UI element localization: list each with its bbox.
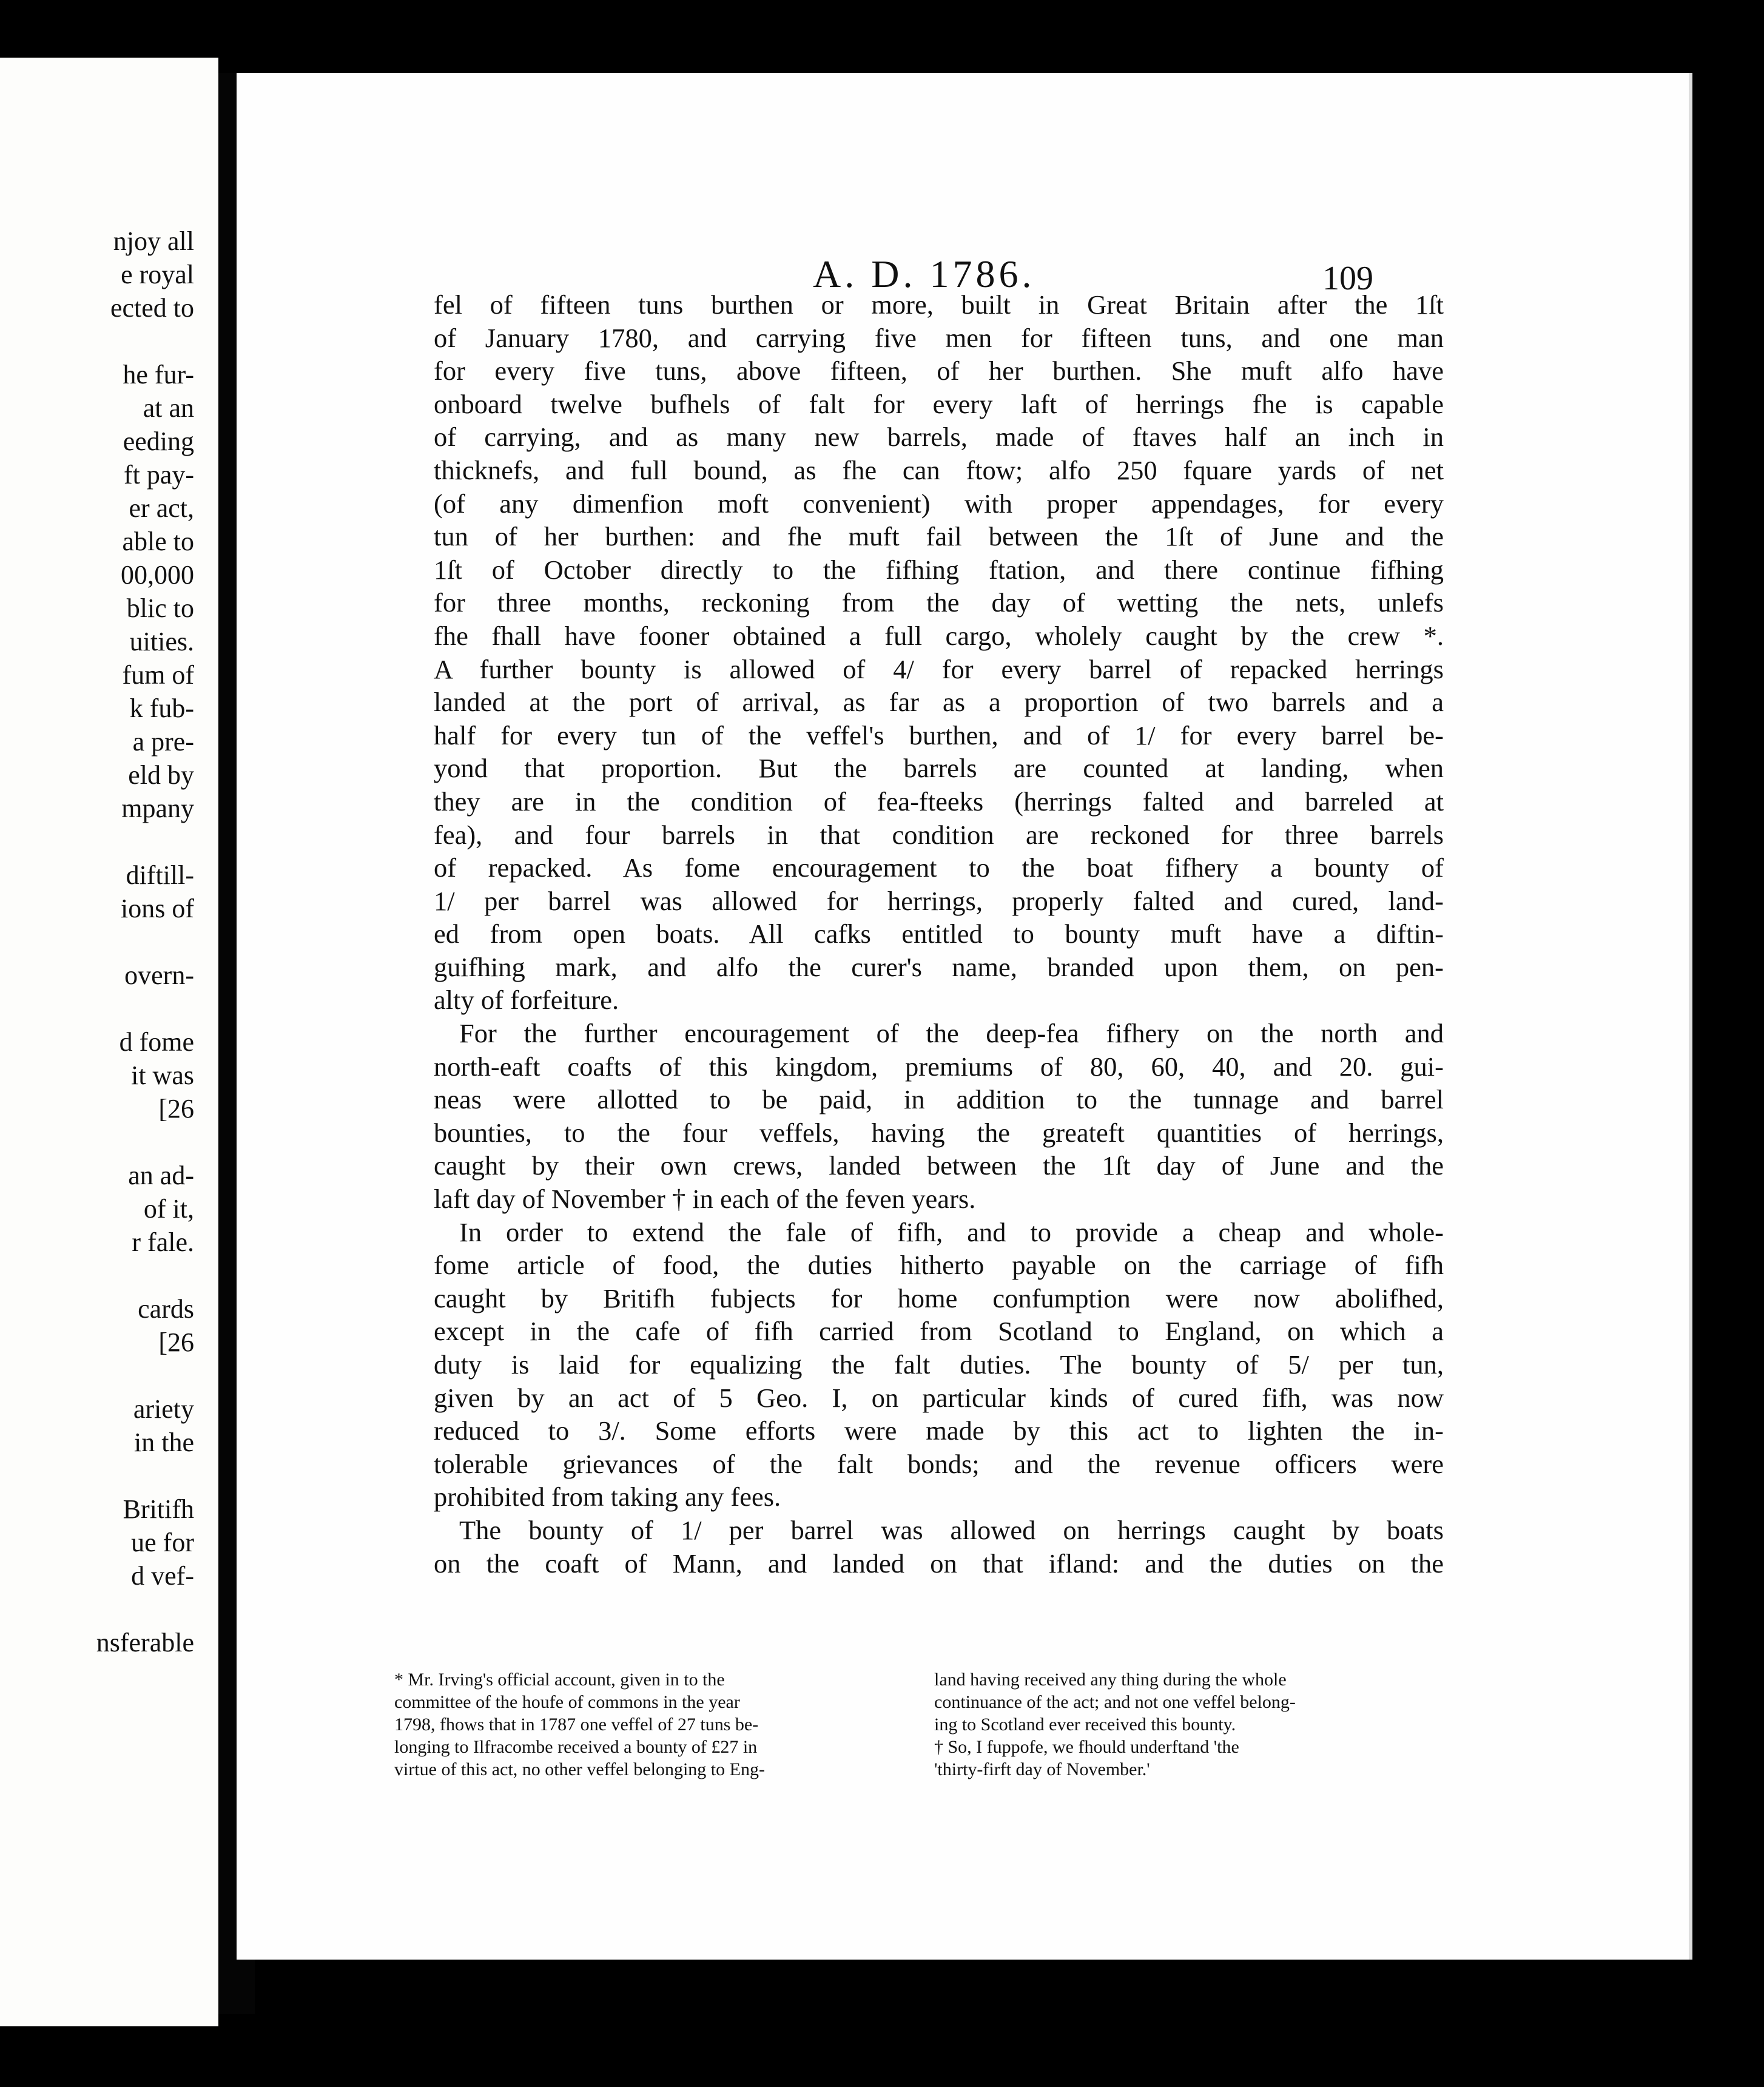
footnote-line: † So, I fuppofe, we fhould underftand 'the bbox=[934, 1737, 1239, 1757]
body-line: duty is laid for equalizing the falt duties. The bounty of 5/ per tun, bbox=[434, 1349, 1444, 1380]
left-page-line: njoy all bbox=[113, 226, 194, 256]
body-line: reduced to 3/. Some efforts were made by this act to lighten the in- bbox=[434, 1415, 1444, 1446]
body-line: laft day of November † in each of the feven years. bbox=[434, 1184, 976, 1215]
left-page-line: ected to bbox=[110, 293, 194, 323]
body-line: ed from open boats. All cafks entitled to bounty muft have a diftin- bbox=[434, 919, 1444, 949]
footnote-column-left bbox=[394, 1668, 880, 1781]
body-line: fel of fifteen tuns burthen or more, built in Great Britain after the 1ſt bbox=[434, 289, 1444, 320]
left-page-line: fum of bbox=[122, 660, 194, 690]
body-line: north-eaft coafts of this kingdom, premiums of 80, 60, 40, and 20. gui- bbox=[434, 1051, 1444, 1082]
left-page-line: blic to bbox=[126, 593, 194, 623]
left-page-line: [26 bbox=[158, 1327, 194, 1357]
left-page-fragment bbox=[0, 58, 218, 2026]
body-line: of carrying, and as many new barrels, made of ftaves half an inch in bbox=[434, 422, 1444, 453]
body-line: caught by their own crews, landed between the 1ſt day of June and the bbox=[434, 1150, 1444, 1181]
left-page-line: overn- bbox=[124, 960, 194, 990]
body-line: neas were allotted to be paid, in addition to the tunnage and barrel bbox=[434, 1084, 1444, 1115]
left-page-line: an ad- bbox=[128, 1161, 194, 1190]
footnote-line: land having received any thing during the whole bbox=[934, 1670, 1287, 1690]
body-line: caught by Britifh fubjects for home confumption were now abolifhed, bbox=[434, 1283, 1444, 1313]
body-line: thicknefs, and full bound, as fhe can ftow; alfo 250 fquare yards of net bbox=[434, 454, 1444, 485]
right-page bbox=[237, 73, 1692, 1960]
left-page-line: r fale. bbox=[132, 1227, 194, 1257]
footnote-line: committee of the houfe of commons in the year bbox=[394, 1692, 740, 1712]
body-line: prohibited from taking any fees. bbox=[434, 1482, 781, 1512]
body-line: For the further encouragement of the deep-fea fifhery on the north and bbox=[459, 1018, 1444, 1049]
footnote-line: longing to Ilfracombe received a bounty of £27 in bbox=[394, 1737, 758, 1757]
left-page-line: nsferable bbox=[96, 1628, 194, 1657]
left-page-line: [26 bbox=[158, 1094, 194, 1124]
left-page-line: a pre- bbox=[132, 727, 194, 757]
body-line: bounties, to the four veffels, having the greateft quantities of herrings, bbox=[434, 1117, 1444, 1148]
footnote-line: 1798, fhows that in 1787 one veffel of 27 tuns be- bbox=[394, 1714, 759, 1735]
body-line: 1ſt of October directly to the fifhing ftation, and there continue fifhing bbox=[434, 554, 1444, 585]
left-page-line: diftill- bbox=[126, 860, 194, 890]
body-line: of January 1780, and carrying five men for fifteen tuns, and one man bbox=[434, 322, 1444, 353]
body-line: In order to extend the fale of fifh, and to provide a cheap and whole- bbox=[459, 1216, 1444, 1247]
footnote-line: continuance of the act; and not one veffel belong- bbox=[934, 1692, 1296, 1712]
body-line: landed at the port of arrival, as far as a proportion of two barrels and a bbox=[434, 687, 1444, 718]
left-page-line: in the bbox=[134, 1428, 194, 1457]
left-page-line: e royal bbox=[121, 260, 194, 289]
left-page-line: ft pay- bbox=[123, 460, 194, 490]
body-line: A further bounty is allowed of 4/ for every barrel of repacked herrings bbox=[434, 653, 1444, 684]
left-page-line: mpany bbox=[121, 794, 194, 823]
left-page-line: ions of bbox=[121, 894, 194, 923]
left-page-line: Britifh bbox=[123, 1494, 194, 1524]
footnote-line: ing to Scotland ever received this bounty. bbox=[934, 1714, 1236, 1735]
left-page-line: ue for bbox=[131, 1528, 194, 1557]
body-line: for three months, reckoning from the day of wetting the nets, unlefs bbox=[434, 587, 1444, 618]
body-line: The bounty of 1/ per barrel was allowed on herrings caught by boats bbox=[459, 1514, 1444, 1545]
left-page-line: at an bbox=[143, 393, 194, 423]
body-line: except in the cafe of fifh carried from Scotland to England, on which a bbox=[434, 1316, 1444, 1347]
body-line: (of any dimenfion moft convenient) with proper appendages, for every bbox=[434, 488, 1444, 519]
body-line: they are in the condition of fea-fteeks (herrings falted and barreled at bbox=[434, 786, 1444, 817]
body-line: alty of forfeiture. bbox=[434, 985, 619, 1016]
body-line: half for every tun of the veffel's burthen, and of 1/ for every barrel be- bbox=[434, 720, 1444, 750]
body-line: for every five tuns, above fifteen, of her burthen. She muft alfo have bbox=[434, 356, 1444, 386]
page-number: 109 bbox=[1322, 260, 1373, 297]
body-line: 1/ per barrel was allowed for herrings, properly falted and cured, land- bbox=[434, 885, 1444, 916]
footnote-line: * Mr. Irving's official account, given in to the bbox=[394, 1670, 725, 1690]
body-line: of repacked. As fome encouragement to the boat fifhery a bounty of bbox=[434, 852, 1444, 883]
footnote-column-right bbox=[934, 1668, 1419, 1781]
left-page-line: able to bbox=[122, 527, 194, 556]
body-text bbox=[434, 288, 1444, 1580]
footnote-line: virtue of this act, no other veffel belonging to Eng- bbox=[394, 1759, 765, 1779]
left-page-line: ariety bbox=[133, 1394, 194, 1424]
running-head: A. D. 1786. bbox=[813, 252, 1035, 295]
left-page-line: k fub- bbox=[129, 693, 194, 723]
body-line: onboard twelve bufhels of falt for every laft of herrings fhe is capable bbox=[434, 388, 1444, 419]
body-line: fhe fhall have fooner obtained a full cargo, wholely caught by the crew *. bbox=[434, 620, 1444, 651]
left-page-line: d fome bbox=[119, 1027, 194, 1057]
body-line: on the coaft of Mann, and landed on that ifland: and the duties on the bbox=[434, 1548, 1444, 1579]
left-page-line: d vef- bbox=[131, 1561, 194, 1591]
body-line: yond that proportion. But the barrels are counted at landing, when bbox=[434, 753, 1444, 784]
left-page-line: he fur- bbox=[123, 360, 194, 389]
left-page-line: 00,000 bbox=[121, 560, 194, 590]
left-page-line: it was bbox=[131, 1060, 194, 1090]
body-line: tolerable grievances of the falt bonds; and the revenue officers were bbox=[434, 1448, 1444, 1479]
body-line: guifhing mark, and alfo the curer's name, branded upon them, on pen- bbox=[434, 951, 1444, 982]
left-page-line: cards bbox=[138, 1294, 194, 1324]
left-page-line: er act, bbox=[129, 493, 194, 523]
left-page-line: eld by bbox=[128, 760, 194, 790]
left-page-line: eeding bbox=[123, 427, 194, 456]
body-line: fea), and four barrels in that condition are reckoned for three barrels bbox=[434, 819, 1444, 850]
left-page-line: uities. bbox=[129, 627, 194, 656]
footnote-line: 'thirty-firft day of November.' bbox=[934, 1759, 1150, 1779]
body-line: given by an act of 5 Geo. I, on particular kinds of cured fifh, was now bbox=[434, 1382, 1444, 1413]
body-line: fome article of food, the duties hitherto payable on the carriage of fifh bbox=[434, 1250, 1444, 1281]
body-line: tun of her burthen: and fhe muft fail between the 1ſt of June and the bbox=[434, 521, 1444, 552]
left-page-line: of it, bbox=[143, 1194, 194, 1224]
